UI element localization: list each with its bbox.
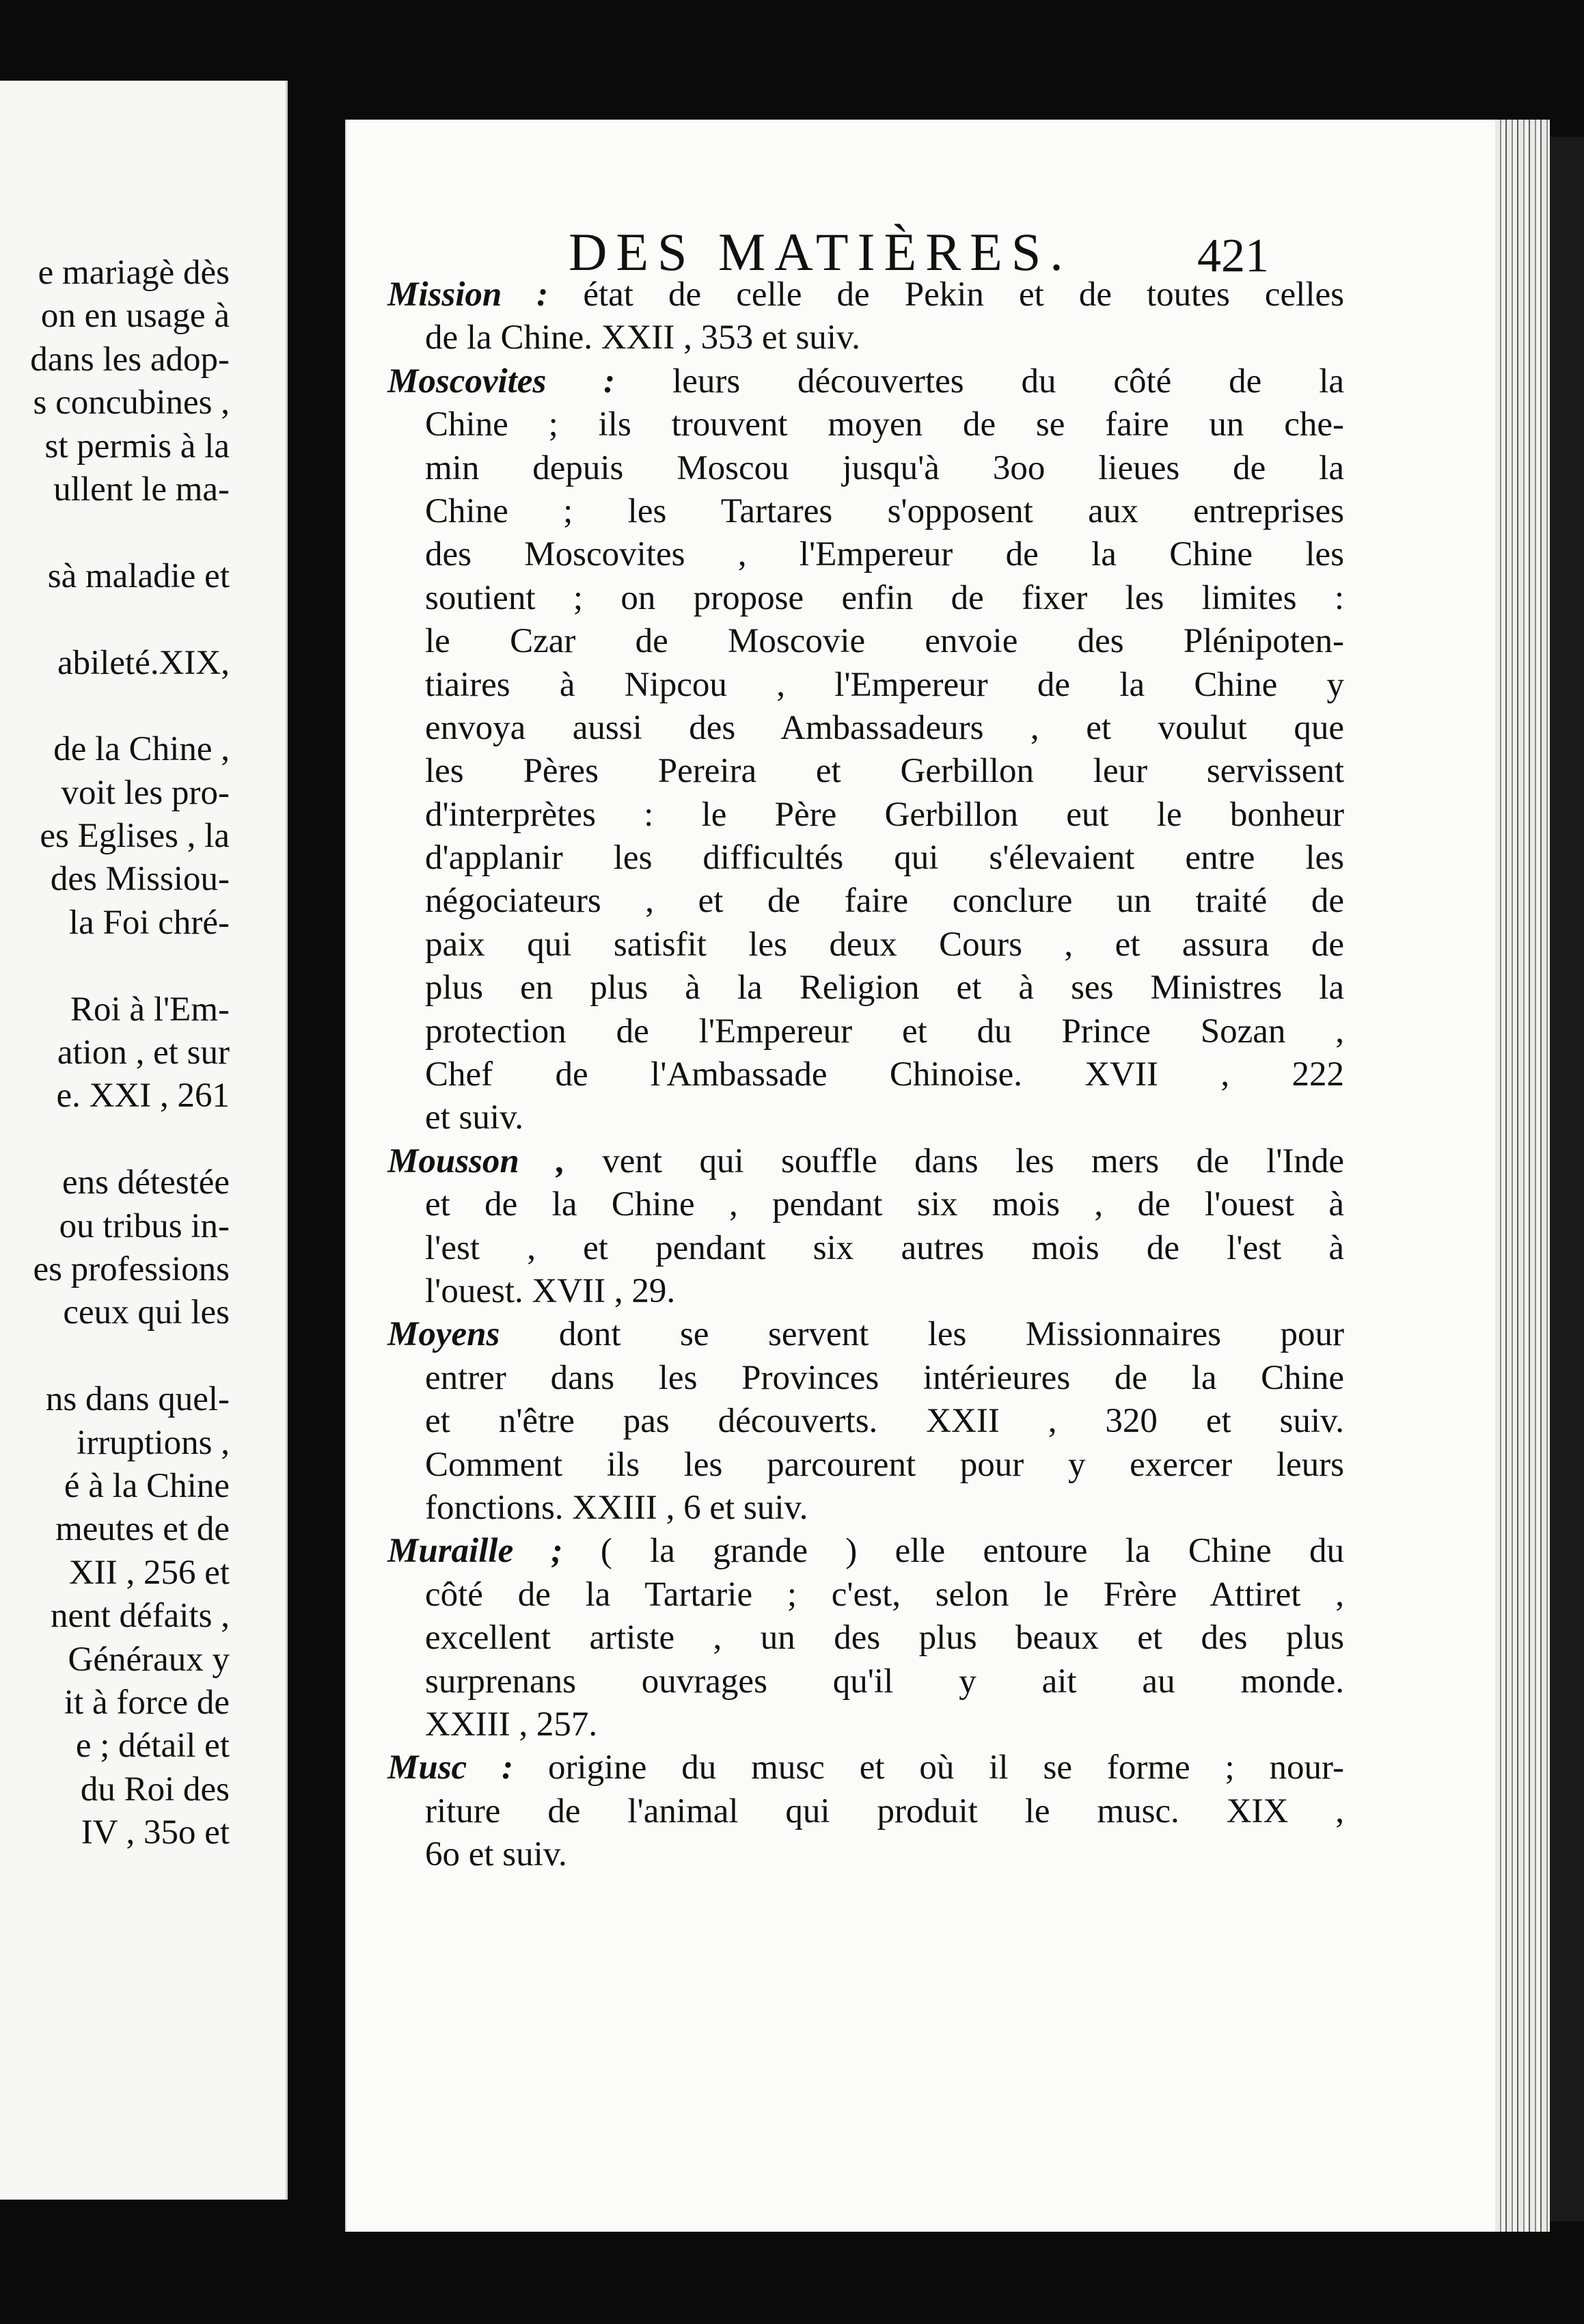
text-line: IV , 35o et <box>81 1813 230 1852</box>
text-line: es Eglises , la <box>40 817 230 856</box>
entry-text: et n'être pas découverts. XXII , 320 et suiv. <box>425 1402 1344 1441</box>
text-line: st permis à la <box>44 427 230 465</box>
text-line: sà maladie et <box>47 556 230 595</box>
entry-line <box>387 403 1344 446</box>
text-line <box>30 598 230 641</box>
entry-text: surprenans ouvrages qu'il y ait au monde. <box>425 1662 1344 1701</box>
entry-line <box>387 1010 1344 1053</box>
entry-line <box>387 1053 1344 1096</box>
text-line: du Roi des <box>80 1770 230 1809</box>
entry-text: vent qui souffle dans les mers de l'Inde <box>602 1141 1345 1180</box>
page-number: 421 <box>1197 230 1269 282</box>
entry-line <box>387 1617 1344 1660</box>
entry-line <box>387 1400 1344 1443</box>
entry-line <box>387 533 1344 576</box>
entry-line <box>387 360 1344 403</box>
entry-line <box>387 1096 1344 1139</box>
text-line: meutes et de <box>55 1510 230 1549</box>
entry-line <box>387 967 1344 1010</box>
entry-text: riture de l'animal qui produit le musc. XIX , <box>425 1792 1344 1830</box>
text-line: de la Chine , <box>53 730 230 769</box>
text-line: ns dans quel- <box>45 1380 230 1419</box>
index-entry <box>387 1746 1344 1876</box>
text-line: abileté.XIX, <box>57 643 230 682</box>
text-line: e. XXI , 261 <box>56 1077 230 1116</box>
entry-line <box>387 750 1344 793</box>
entry-line <box>387 707 1344 750</box>
text-line: es professions <box>33 1249 230 1288</box>
text-line: Généraux y <box>68 1640 230 1679</box>
entry-line <box>387 1227 1344 1270</box>
entry-line <box>387 1270 1344 1313</box>
previous-page <box>0 81 288 2200</box>
entry-text: tiaires à Nipcou , l'Empereur de la Chine y <box>425 665 1344 704</box>
entry-line <box>387 837 1344 880</box>
entry-text: négociateurs , et de faire conclure un traité de <box>425 882 1344 921</box>
entry-line <box>387 923 1344 967</box>
text-line: e ; détail et <box>75 1727 230 1766</box>
entry-headword: Musc : <box>387 1748 514 1787</box>
entry-text: des Moscovites , l'Empereur de la Chine les <box>425 535 1344 574</box>
entry-headword: Mission : <box>387 275 549 314</box>
previous-page-text <box>30 252 230 1854</box>
text-line: ens détestée <box>62 1163 230 1202</box>
text-line: on en usage à <box>40 297 230 336</box>
entry-line <box>387 1487 1344 1530</box>
text-line <box>30 1335 230 1378</box>
entry-text: 6o et suiv. <box>425 1835 567 1874</box>
entry-text: origine du musc et où il se forme ; nour- <box>547 1748 1344 1787</box>
entry-text: plus en plus à la Religion et à ses Ministres la <box>425 969 1344 1008</box>
text-line: Roi à l'Em- <box>70 990 230 1029</box>
text-line: é à la Chine <box>64 1466 230 1505</box>
entry-line <box>387 1444 1344 1487</box>
entry-line <box>387 1703 1344 1746</box>
entry-text: ( la grande ) elle entoure la Chine du <box>600 1532 1344 1571</box>
entry-text: dont se servent les Missionnaires pour <box>558 1315 1345 1354</box>
entry-text: d'applanir les difficultés qui s'élevaient entre les <box>425 839 1344 878</box>
text-line: irruptions , <box>77 1423 230 1462</box>
text-line: nent défaits , <box>51 1597 230 1636</box>
entry-line <box>387 664 1344 707</box>
entry-text: leurs découvertes du côté de la <box>672 362 1344 401</box>
entry-headword: Moyens <box>387 1315 500 1354</box>
text-line: des Missiou- <box>50 860 230 899</box>
entry-line <box>387 794 1344 837</box>
text-line: la Foi chré- <box>68 903 230 942</box>
text-line: ceux qui les <box>63 1293 230 1332</box>
index-entry <box>387 1530 1344 1746</box>
entry-line <box>387 880 1344 923</box>
entry-text: Chine ; ils trouvent moyen de se faire un che- <box>425 405 1344 444</box>
index-entry <box>387 1313 1344 1530</box>
entry-text: excellent artiste , un des plus beaux et des plus <box>425 1619 1344 1658</box>
entry-line <box>387 620 1344 663</box>
entry-line <box>387 490 1344 533</box>
entry-line <box>387 1573 1344 1617</box>
entry-line <box>387 316 1344 360</box>
entry-line <box>387 1530 1344 1573</box>
entry-line <box>387 1833 1344 1876</box>
text-line <box>30 685 230 728</box>
entry-line <box>387 1357 1344 1400</box>
entry-text: fonctions. XXIII , 6 et suiv. <box>425 1488 808 1527</box>
entry-text: Chine ; les Tartares s'opposent aux entreprises <box>425 491 1344 530</box>
text-line: ullent le ma- <box>53 470 230 509</box>
entry-text: paix qui satisfit les deux Cours , et assura de <box>425 925 1344 964</box>
entry-headword: Mousson , <box>387 1141 565 1180</box>
index-entries <box>387 273 1344 1876</box>
entry-text: min depuis Moscou jusqu'à 3oo lieues de la <box>425 448 1344 487</box>
entry-text: le Czar de Moscovie envoie des Plénipoten- <box>425 622 1344 661</box>
entry-line <box>387 1140 1344 1183</box>
entry-line <box>387 1660 1344 1703</box>
text-line <box>30 511 230 554</box>
entry-line <box>387 1790 1344 1833</box>
text-line: s concubines , <box>33 383 230 422</box>
page-edges <box>1495 120 1550 2232</box>
entry-text: protection de l'Empereur et du Prince Sozan , <box>425 1012 1344 1051</box>
entry-headword: Muraille ; <box>387 1532 563 1571</box>
index-entry <box>387 360 1344 1140</box>
entry-text: Comment ils les parcourent pour y exercer leurs <box>425 1445 1344 1484</box>
entry-text: les Pères Pereira et Gerbillon leur servissent <box>425 752 1344 791</box>
entry-text: de la Chine. XXII , 353 et suiv. <box>425 319 860 357</box>
entry-text: état de celle de Pekin et de toutes celles <box>583 275 1344 314</box>
index-entry <box>387 273 1344 360</box>
entry-text: et suiv. <box>425 1098 524 1137</box>
entry-text: soutient ; on propose enfin de fixer les limites : <box>425 578 1344 617</box>
entry-text: d'interprètes : le Père Gerbillon eut le bonheur <box>425 795 1344 834</box>
book-edge-shadow <box>1550 137 1584 2221</box>
running-head: DES MATIÈRES. <box>569 222 1072 282</box>
text-line: dans les adop- <box>30 340 230 379</box>
entry-line <box>387 1313 1344 1356</box>
entry-line <box>387 1746 1344 1789</box>
entry-line <box>387 273 1344 316</box>
entry-text: côté de la Tartarie ; c'est, selon le Frère Attiret , <box>425 1575 1344 1614</box>
entry-text: l'ouest. XVII , 29. <box>425 1271 676 1310</box>
entry-text: Chef de l'Ambassade Chinoise. XVII , 222 <box>425 1055 1344 1094</box>
text-line <box>30 1118 230 1161</box>
entry-text: et de la Chine , pendant six mois , de l'ouest à <box>425 1185 1344 1224</box>
current-page <box>345 120 1501 2232</box>
entry-text: XXIII , 257. <box>425 1705 598 1744</box>
entry-text: envoya aussi des Ambassadeurs , et voulut que <box>425 708 1344 747</box>
text-line: ation , et sur <box>57 1033 230 1072</box>
entry-line <box>387 1183 1344 1226</box>
index-entry <box>387 1140 1344 1314</box>
text-line: XII , 256 et <box>68 1553 230 1592</box>
text-line: e mariagè dès <box>38 254 230 292</box>
entry-headword: Moscovites : <box>387 362 616 401</box>
entry-line <box>387 447 1344 490</box>
text-line: ou tribus in- <box>59 1206 230 1245</box>
text-line <box>30 945 230 988</box>
entry-text: l'est , et pendant six autres mois de l'est à <box>425 1228 1344 1267</box>
text-line: it à force de <box>64 1683 230 1722</box>
entry-text: entrer dans les Provinces intérieures de la Chine <box>425 1358 1344 1397</box>
text-line: voit les pro- <box>61 773 230 812</box>
entry-line <box>387 577 1344 620</box>
